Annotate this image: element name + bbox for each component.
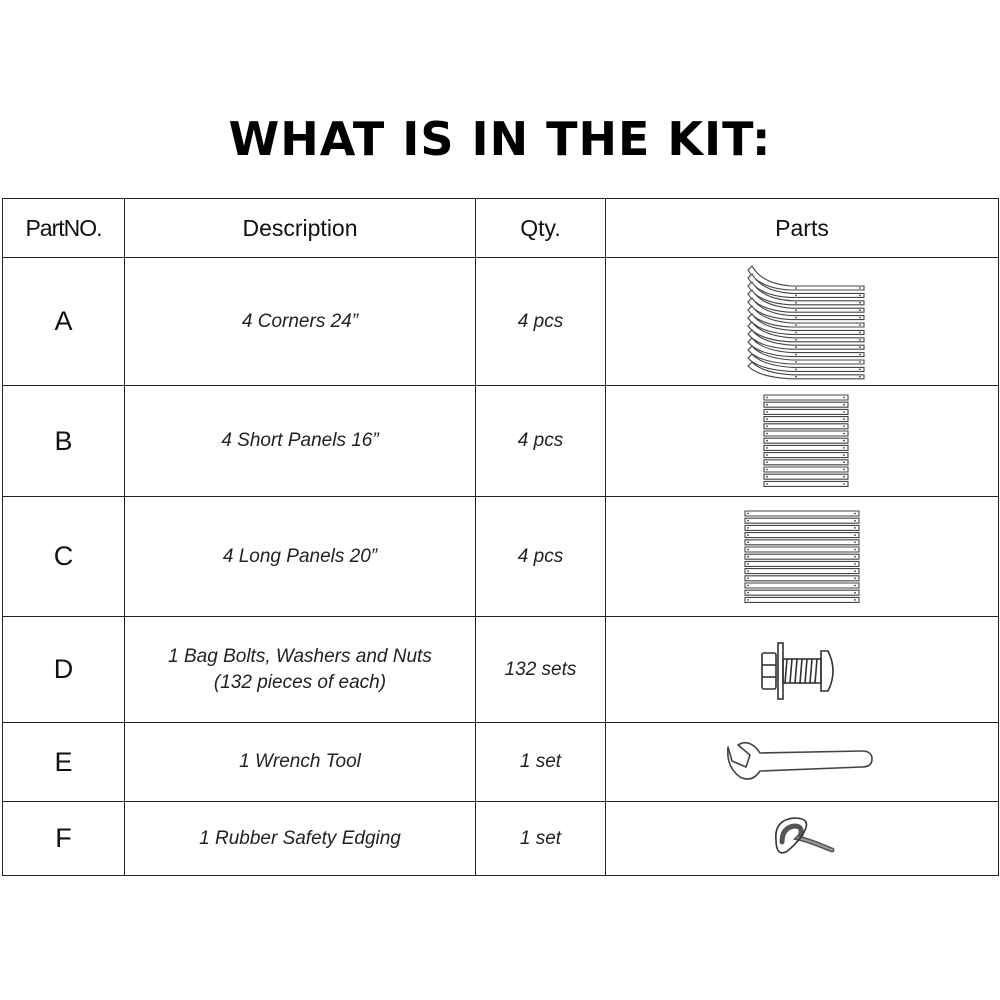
page-title: WHAT IS IN THE KIT: xyxy=(228,112,772,166)
part-letter: C xyxy=(3,497,125,617)
header-description: Description xyxy=(125,199,476,258)
part-qty: 1 set xyxy=(476,723,606,802)
part-qty: 4 pcs xyxy=(476,258,606,386)
long-panels-icon xyxy=(737,507,867,607)
part-illustration xyxy=(606,802,999,876)
table-row xyxy=(3,386,999,497)
short-panels-icon xyxy=(752,391,852,491)
bolt-nut-washer-icon xyxy=(752,635,852,705)
header-qty: Qty. xyxy=(476,199,606,258)
part-illustration xyxy=(606,723,999,802)
description-line-2: (132 pieces of each) xyxy=(213,671,387,693)
part-qty: 132 sets xyxy=(476,617,606,723)
part-description xyxy=(125,386,476,497)
table-row xyxy=(3,258,999,386)
description-line: 4 Corners 24” xyxy=(241,310,359,332)
rubber-edging-icon xyxy=(752,814,852,864)
header-parts: Parts xyxy=(606,199,999,258)
table-header-row xyxy=(3,199,999,258)
description-line: 4 Short Panels 16” xyxy=(221,430,379,451)
part-letter: A xyxy=(3,258,125,386)
description-line: 4 Long Panels 20” xyxy=(222,545,378,567)
part-description xyxy=(125,617,476,723)
part-illustration xyxy=(606,617,999,723)
table-row xyxy=(3,617,999,723)
header-part-no: PartNO. xyxy=(3,199,125,258)
part-description xyxy=(125,802,476,876)
description-line: 1 Bag Bolts, Washers and Nuts xyxy=(168,645,432,667)
description-line: 1 Rubber Safety Edging xyxy=(199,827,401,849)
description-line: 1 Wrench Tool xyxy=(239,751,361,772)
part-letter: E xyxy=(3,723,125,802)
part-letter: B xyxy=(3,386,125,497)
wrench-icon xyxy=(722,737,882,787)
part-letter: D xyxy=(3,617,125,723)
part-qty: 4 pcs xyxy=(476,386,606,497)
kit-contents-table xyxy=(2,198,999,876)
part-qty: 1 set xyxy=(476,802,606,876)
part-illustration xyxy=(606,386,999,497)
table-row xyxy=(3,802,999,876)
table-row xyxy=(3,723,999,802)
part-letter: F xyxy=(3,802,125,876)
part-description xyxy=(125,497,476,617)
curved-corner-panels-icon xyxy=(732,264,872,380)
part-description xyxy=(125,723,476,802)
part-illustration xyxy=(606,497,999,617)
table-row xyxy=(3,497,999,617)
part-description xyxy=(125,258,476,386)
part-illustration xyxy=(606,258,999,386)
part-qty: 4 pcs xyxy=(476,497,606,617)
